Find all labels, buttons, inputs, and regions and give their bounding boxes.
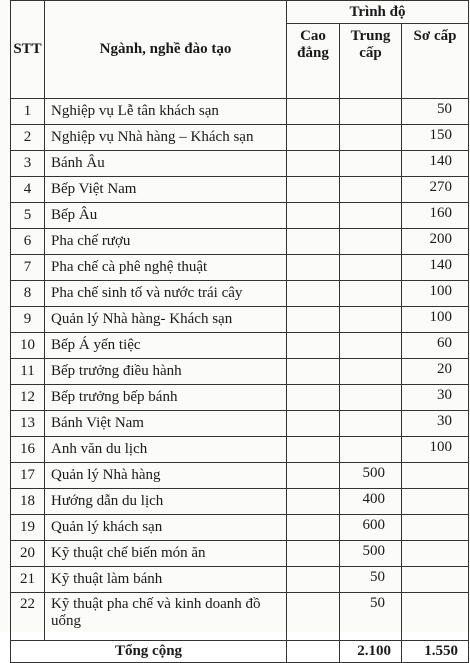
row-so-cap: 140 — [402, 255, 469, 281]
row-trung-cap — [340, 177, 402, 203]
row-trung-cap — [340, 281, 402, 307]
row-trung-cap — [340, 333, 402, 359]
row-name: Hướng dẫn du lịch — [45, 489, 287, 515]
row-trung-cap — [340, 411, 402, 437]
row-stt: 5 — [11, 203, 45, 229]
table-row — [11, 177, 469, 203]
table-row — [11, 593, 469, 641]
row-cao-dang — [287, 203, 340, 229]
table-row — [11, 333, 469, 359]
table-row — [11, 255, 469, 281]
row-stt: 4 — [11, 177, 45, 203]
row-cao-dang — [287, 437, 340, 463]
row-stt: 8 — [11, 281, 45, 307]
table-row — [11, 411, 469, 437]
table-row — [11, 99, 469, 125]
row-so-cap — [402, 489, 469, 515]
row-so-cap: 270 — [402, 177, 469, 203]
row-stt: 22 — [11, 593, 45, 641]
table-row — [11, 541, 469, 567]
row-stt: 7 — [11, 255, 45, 281]
row-name: Nghiệp vụ Lễ tân khách sạn — [45, 99, 287, 125]
row-cao-dang — [287, 307, 340, 333]
row-name: Quản lý Nhà hàng- Khách sạn — [45, 307, 287, 333]
row-trung-cap: 50 — [340, 567, 402, 593]
training-table — [10, 0, 469, 663]
table-row — [11, 515, 469, 541]
row-trung-cap: 400 — [340, 489, 402, 515]
total-trung-cap: 2.100 — [340, 641, 402, 663]
header-trung-cap-line-2: cấp — [359, 45, 382, 61]
row-stt: 12 — [11, 385, 45, 411]
row-cao-dang — [287, 411, 340, 437]
row-so-cap: 100 — [402, 281, 469, 307]
row-so-cap: 160 — [402, 203, 469, 229]
row-so-cap: 100 — [402, 437, 469, 463]
header-so-cap-line-1: Sơ cấp — [413, 28, 457, 44]
row-stt: 1 — [11, 99, 45, 125]
header-cao-dang-line-2: đẳng — [297, 45, 329, 61]
row-cao-dang — [287, 99, 340, 125]
row-name: Quản lý Nhà hàng — [45, 463, 287, 489]
row-name: Pha chế cà phê nghệ thuật — [45, 255, 287, 281]
row-trung-cap — [340, 151, 402, 177]
row-trung-cap — [340, 437, 402, 463]
header-cao-dang — [287, 24, 340, 99]
row-name: Bếp Âu — [45, 203, 287, 229]
row-trung-cap — [340, 99, 402, 125]
row-name: Pha chế rượu — [45, 229, 287, 255]
table-row — [11, 229, 469, 255]
row-name: Kỹ thuật làm bánh — [45, 567, 287, 593]
row-trung-cap: 50 — [340, 593, 402, 641]
row-cao-dang — [287, 255, 340, 281]
row-so-cap — [402, 541, 469, 567]
row-stt: 16 — [11, 437, 45, 463]
row-cao-dang — [287, 229, 340, 255]
row-name: Quản lý khách sạn — [45, 515, 287, 541]
row-trung-cap — [340, 125, 402, 151]
row-stt: 10 — [11, 333, 45, 359]
row-so-cap — [402, 593, 469, 641]
row-cao-dang — [287, 593, 340, 641]
row-name: Anh văn du lịch — [45, 437, 287, 463]
row-cao-dang — [287, 385, 340, 411]
total-row — [11, 641, 469, 663]
table-row — [11, 463, 469, 489]
row-cao-dang — [287, 541, 340, 567]
row-so-cap: 50 — [402, 99, 469, 125]
header-level-group: Trình độ — [287, 1, 469, 24]
row-stt: 11 — [11, 359, 45, 385]
row-name: Bánh Âu — [45, 151, 287, 177]
row-trung-cap: 600 — [340, 515, 402, 541]
row-stt: 19 — [11, 515, 45, 541]
row-so-cap: 200 — [402, 229, 469, 255]
row-name: Bếp Việt Nam — [45, 177, 287, 203]
header-so-cap — [402, 24, 469, 99]
table-row — [11, 151, 469, 177]
row-stt: 18 — [11, 489, 45, 515]
row-so-cap: 60 — [402, 333, 469, 359]
header-major: Ngành, nghề đào tạo — [45, 1, 287, 99]
row-trung-cap — [340, 359, 402, 385]
table-body — [11, 99, 469, 663]
row-cao-dang — [287, 281, 340, 307]
total-label: Tổng cộng — [11, 641, 287, 663]
table-row — [11, 359, 469, 385]
table-row — [11, 567, 469, 593]
row-stt: 17 — [11, 463, 45, 489]
row-so-cap: 20 — [402, 359, 469, 385]
header-cao-dang-line-1: Cao — [300, 28, 326, 44]
row-so-cap: 30 — [402, 411, 469, 437]
header-stt: STT — [11, 1, 45, 99]
table-row — [11, 307, 469, 333]
row-trung-cap — [340, 229, 402, 255]
row-so-cap: 150 — [402, 125, 469, 151]
row-cao-dang — [287, 333, 340, 359]
table-row — [11, 281, 469, 307]
row-name: Bếp trưởng bếp bánh — [45, 385, 287, 411]
row-cao-dang — [287, 567, 340, 593]
total-cao-dang — [287, 641, 340, 663]
row-cao-dang — [287, 515, 340, 541]
row-trung-cap — [340, 255, 402, 281]
row-so-cap: 140 — [402, 151, 469, 177]
row-so-cap — [402, 463, 469, 489]
row-name: Bánh Việt Nam — [45, 411, 287, 437]
row-name: Bếp trưởng điều hành — [45, 359, 287, 385]
row-so-cap — [402, 567, 469, 593]
row-cao-dang — [287, 463, 340, 489]
row-so-cap: 30 — [402, 385, 469, 411]
row-stt: 2 — [11, 125, 45, 151]
table-row — [11, 385, 469, 411]
row-stt: 3 — [11, 151, 45, 177]
row-so-cap — [402, 515, 469, 541]
row-trung-cap — [340, 203, 402, 229]
table-row — [11, 437, 469, 463]
row-cao-dang — [287, 177, 340, 203]
row-cao-dang — [287, 489, 340, 515]
row-trung-cap — [340, 385, 402, 411]
row-name: Kỹ thuật chế biến món ăn — [45, 541, 287, 567]
row-name: Kỹ thuật pha chế và kinh doanh đồ uống — [45, 593, 287, 641]
row-cao-dang — [287, 125, 340, 151]
table-row — [11, 125, 469, 151]
row-name: Nghiệp vụ Nhà hàng – Khách sạn — [45, 125, 287, 151]
row-stt: 20 — [11, 541, 45, 567]
header-trung-cap-line-1: Trung — [350, 28, 391, 44]
row-cao-dang — [287, 359, 340, 385]
row-name: Pha chế sinh tố và nước trái cây — [45, 281, 287, 307]
row-name: Bếp Á yến tiệc — [45, 333, 287, 359]
row-stt: 13 — [11, 411, 45, 437]
row-trung-cap: 500 — [340, 541, 402, 567]
table-row — [11, 203, 469, 229]
row-trung-cap: 500 — [340, 463, 402, 489]
row-trung-cap — [340, 307, 402, 333]
table-row — [11, 489, 469, 515]
row-so-cap: 100 — [402, 307, 469, 333]
row-stt: 9 — [11, 307, 45, 333]
row-cao-dang — [287, 151, 340, 177]
row-stt: 6 — [11, 229, 45, 255]
row-stt: 21 — [11, 567, 45, 593]
header-trung-cap — [340, 24, 402, 99]
total-so-cap: 1.550 — [402, 641, 469, 663]
